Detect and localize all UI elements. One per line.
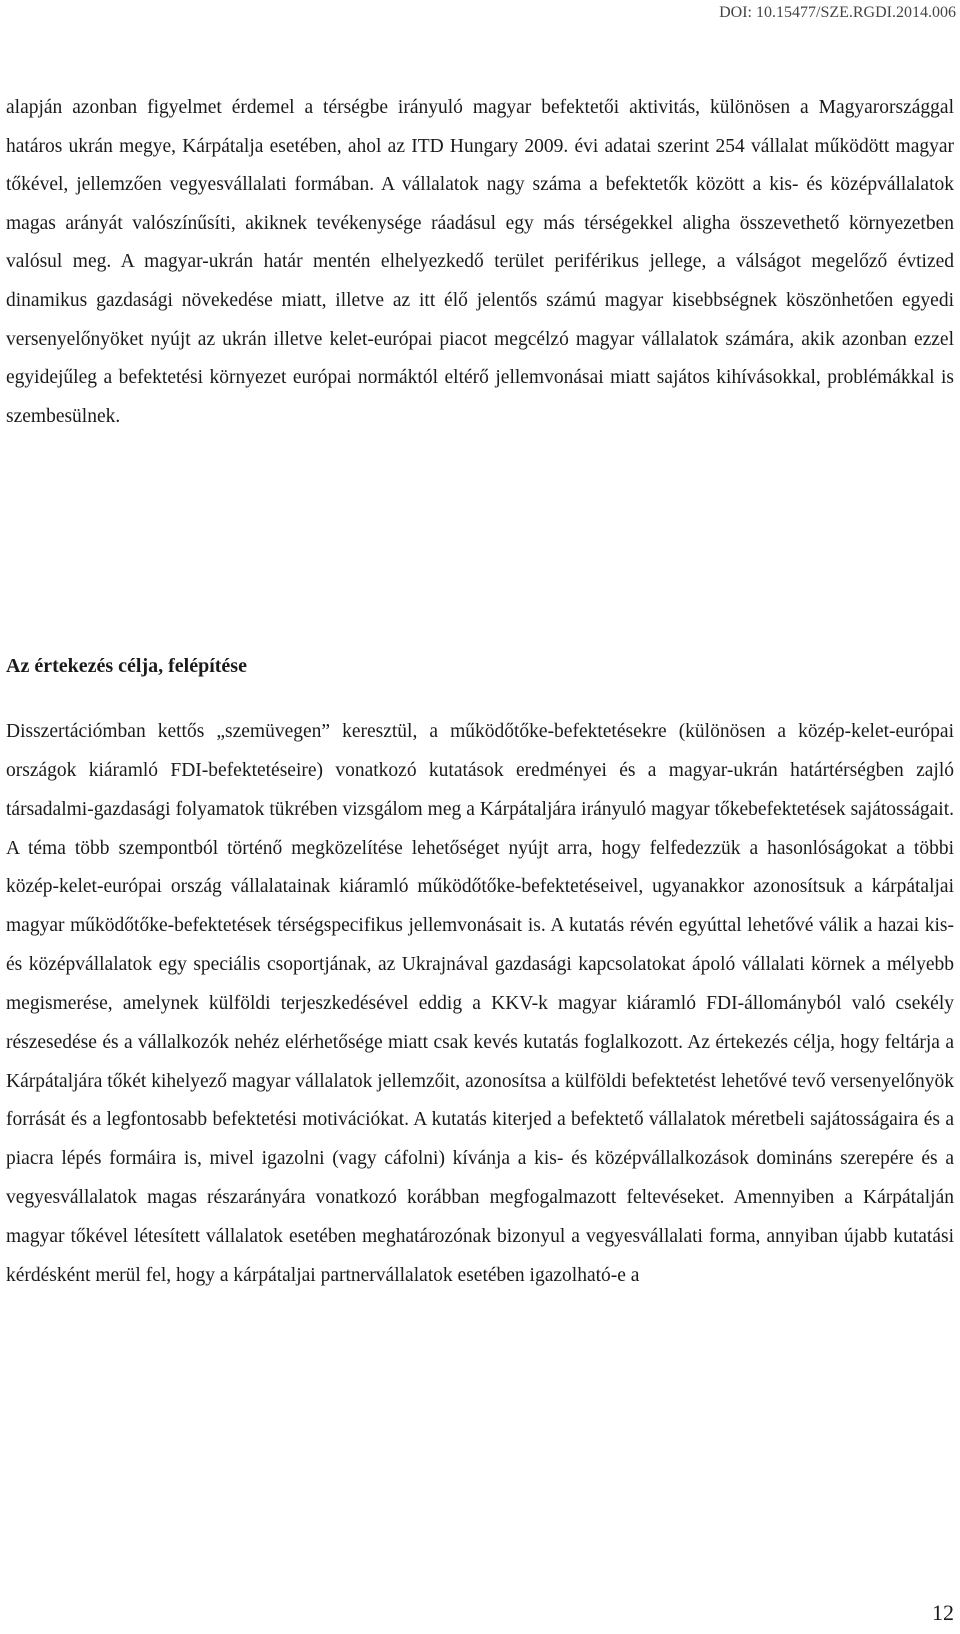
body-paragraph-2: Disszertációmban kettős „szemüvegen” keresztül, a működőtőke-befektetésekre (különösen a közép-kelet-európai országok kiáramló FDI-befektetéseire) vonatkozó kutatások eredményei és a magyar-ukrán határtérségben zajló társadalmi-gazdasági folyamatok tükrében vizsgálom meg a Kárpátaljára irányuló magyar tőkebefektetések sajátosságait. A téma több szempontból történő megközelítése lehetőséget nyújt arra, hogy felfedezzük a hasonlóságokat a többi közép-kelet-európai ország vállalatainak kiáramló működőtőke-befektetéseivel, ugyanakkor azonosítsuk a kárpátaljai magyar működőtőke-befektetések térségspecifikus jellemvonásait is. A kutatás révén egyúttal lehetővé válik a hazai kis- és középvállalatok egy speciális csoportjának, az Ukrajnával gazdasági kapcsolatokat ápoló vállalati körnek a mélyebb megismerése, amelynek külföldi terjeszkedésével eddig a KKV-k magyar kiáramló FDI-állományból való csekély részesedése és a vállalkozók nehéz elérhetősége miatt csak kevés kutatás foglalkozott. Az értekezés célja, hogy feltárja a Kárpátaljára tőkét kihelyező magyar vállalatok jellemzőit, azonosítsa a külföldi befektetést lehetővé tevő versenyelőnyök forrását és a legfontosabb befektetési motivációkat. A kutatás kiterjed a befektető vállalatok méretbeli sajátosságaira és a piacra lépés formáira is, mivel igazolni (vagy cáfolni) kívánja a kis- és középvállalkozások domináns szerepére és a vegyesvállalatok magas részarányára vonatkozó korábban megfogalmazott feltevéseket. Amennyiben a Kárpátalján magyar tőkével létesített vállalatok esetében meghatározónak bizonyul a vegyesvállalati forma, annyiban újabb kutatási kérdésként merül fel, hogy a kárpátaljai partnervállalatok esetében igazolható-e a: [6, 721, 954, 1286]
section-heading: Az értekezés célja, felépítése: [6, 655, 247, 677]
body-paragraph-1: alapján azonban figyelmet érdemel a térségbe irányuló magyar befektetői aktivitás, különösen a Magyarországgal határos ukrán megye, Kárpátalja esetében, ahol az ITD Hungary 2009. évi adatai szerint 254 vállalat működött magyar tőkével, jellemzően vegyesvállalati formában. A vállalatok nagy száma a befektetők között a kis- és középvállalatok magas arányát valószínűsíti, akiknek tevékenysége ráadásul egy más térségekkel aligha összevethető környezetben valósul meg. A magyar-ukrán határ mentén elhelyezkedő terület periférikus jellege, a válságot megelőző évtized dinamikus gazdasági növekedése miatt, illetve az itt élő jelentős számú magyar kisebbségnek köszönhetően egyedi versenyelőnyöket nyújt az ukrán illetve kelet-európai piacot megcélzó magyar vállalatok számára, akik azonban ezzel egyidejűleg a befektetési környezet európai normáktól eltérő jellemvonásai miatt sajátos kihívásokkal, problémákkal is szembesülnek.: [6, 97, 954, 427]
page-number: 12: [932, 1600, 954, 1625]
doi-header: DOI: 10.15477/SZE.RGDI.2014.006: [719, 4, 956, 21]
